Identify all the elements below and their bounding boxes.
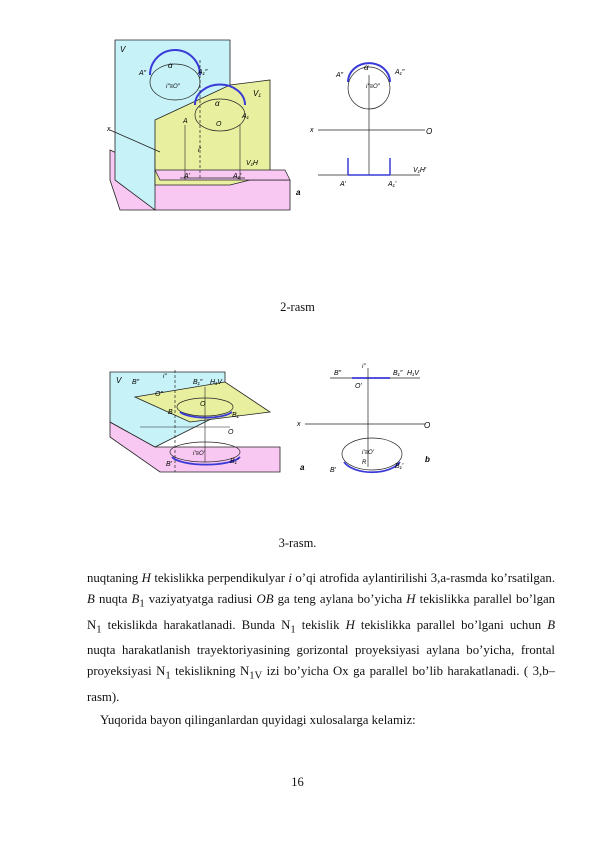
label-a10: A₁' xyxy=(233,173,242,180)
text-span: nuqta harakatlanish trayektoriyasining gorizontal proyeksiyasi aylana bo’yicha, frontal proyeksiyasi N xyxy=(87,643,555,679)
text-span: ga teng aylana bo’yicha xyxy=(277,592,403,606)
text-italic: B xyxy=(547,617,556,632)
text-italic: B xyxy=(131,592,140,606)
label-b1: B₁ xyxy=(232,412,239,419)
ortho-label-io: i'≡O' xyxy=(362,450,374,456)
label-b2: B″ xyxy=(132,379,140,386)
figure-3-panel-b xyxy=(296,364,430,474)
ortho-label-i: i″ xyxy=(362,364,366,370)
ortho-label-b10: B₁' xyxy=(395,463,404,470)
subscript: 1 xyxy=(290,624,296,636)
figure-3-caption: 3-rasm. xyxy=(278,536,317,550)
text-italic: i xyxy=(288,571,292,585)
label-x: x xyxy=(107,126,111,133)
ortho-label-v1h1: V₁H′ xyxy=(413,167,427,174)
subscript: 1 xyxy=(96,624,102,636)
text-span: tekislikka parallel bo’lgan N xyxy=(87,592,556,632)
ortho-label-a2: A″ xyxy=(336,72,344,79)
label-v1: V₁ xyxy=(253,89,261,98)
label-o2: O″ xyxy=(155,391,163,398)
text-span: o’qi atrofida aylantirilishi 3,a-rasmda ko’rsatilgan. xyxy=(295,571,556,585)
label-io: i″≡O″ xyxy=(166,84,180,90)
subscript: 1V xyxy=(249,670,263,682)
ortho-label-op: O' xyxy=(355,383,362,390)
label-b: B xyxy=(168,409,173,416)
label-b0: B' xyxy=(166,461,173,468)
figure-2-panel-b xyxy=(309,63,432,188)
label-iprime: i' xyxy=(198,147,201,154)
ortho-label-o: O xyxy=(424,421,431,430)
label-h1v: H₁V xyxy=(210,379,222,386)
label-o-mid: O xyxy=(216,121,222,128)
figure-2-panel-a xyxy=(106,40,301,210)
ortho-label-o: O xyxy=(426,127,433,136)
panel-a-label: a xyxy=(300,463,305,472)
label-o-mid: O xyxy=(200,401,206,408)
ortho-label-a10: A₁' xyxy=(388,181,397,188)
panel-b-label: b xyxy=(425,455,430,464)
text-span: nuqtaning xyxy=(87,571,139,585)
text-italic: H xyxy=(345,617,355,632)
ortho-label-r: R xyxy=(362,460,367,466)
text-span: tekislikka perpendikulyar xyxy=(154,571,285,585)
base-strip xyxy=(155,170,290,180)
page-number: 16 xyxy=(291,775,304,789)
label-a0: A' xyxy=(184,173,191,180)
text-span: vaziyatyatga radiusi xyxy=(148,592,253,606)
ortho-label-a0: A' xyxy=(340,181,347,188)
label-v: V xyxy=(116,376,122,385)
panel-a-label: a xyxy=(296,188,301,197)
ortho-label-a12: A₁″ xyxy=(395,69,405,76)
figure-3-panel-a xyxy=(110,370,305,472)
ortho-label-alpha: α xyxy=(364,63,369,72)
label-alpha-mid: α xyxy=(215,99,220,108)
ortho-label-io: i″≡O″ xyxy=(366,84,380,90)
conclusion-line: Yuqorida bayon qilinganlardan quyidagi xulosalarga kelamiz: xyxy=(100,713,416,727)
ortho-label-h1v: H₁V xyxy=(407,370,419,377)
figure-2-caption: 2-rasm xyxy=(280,300,315,314)
ortho-label-b12: B₁″ xyxy=(393,370,403,377)
text-italic: OB xyxy=(256,592,274,606)
text-span: tekislikning N xyxy=(175,664,250,679)
text-span: tekislikda harakatlanadi. Bunda N xyxy=(107,617,291,632)
text-italic: H xyxy=(406,592,416,606)
ortho-label-b2: B″ xyxy=(334,370,342,377)
label-v1h: V₁H xyxy=(246,160,258,167)
text-span: izi bo’yicha Ox ga parallel bo’lib harakatlanadi. ( 3,b–rasm). xyxy=(87,664,555,704)
label-i: i″ xyxy=(163,374,167,380)
subscript: 1 xyxy=(165,670,171,682)
text-span: tekislikka parallel bo’lgani uchun xyxy=(360,617,542,632)
figure-2-diagram xyxy=(0,30,595,240)
ortho-lower-arc xyxy=(344,462,400,472)
figure-3-diagram xyxy=(0,362,595,502)
text-italic: B xyxy=(87,592,95,606)
text-span: nuqta xyxy=(98,592,128,606)
text-span: tekislik xyxy=(301,617,340,632)
label-o-right: O xyxy=(228,429,234,436)
text-italic: H xyxy=(141,571,151,585)
label-alpha-top: α xyxy=(168,61,173,70)
label-v: V xyxy=(120,45,126,54)
ortho-label-x: x xyxy=(310,127,314,134)
label-a12: A₁″ xyxy=(198,69,208,76)
subscript: 1 xyxy=(139,598,145,610)
label-b10: B₁' xyxy=(230,458,239,465)
ortho-label-x: x xyxy=(297,421,301,428)
label-io: i'≡O' xyxy=(193,451,205,457)
body-paragraph xyxy=(87,568,555,708)
ortho-label-b0: B' xyxy=(330,467,337,474)
label-a1: A₁ xyxy=(242,113,249,120)
label-a: A xyxy=(183,118,188,125)
label-a2: A″ xyxy=(139,70,147,77)
label-b12: B₁″ xyxy=(193,379,203,386)
